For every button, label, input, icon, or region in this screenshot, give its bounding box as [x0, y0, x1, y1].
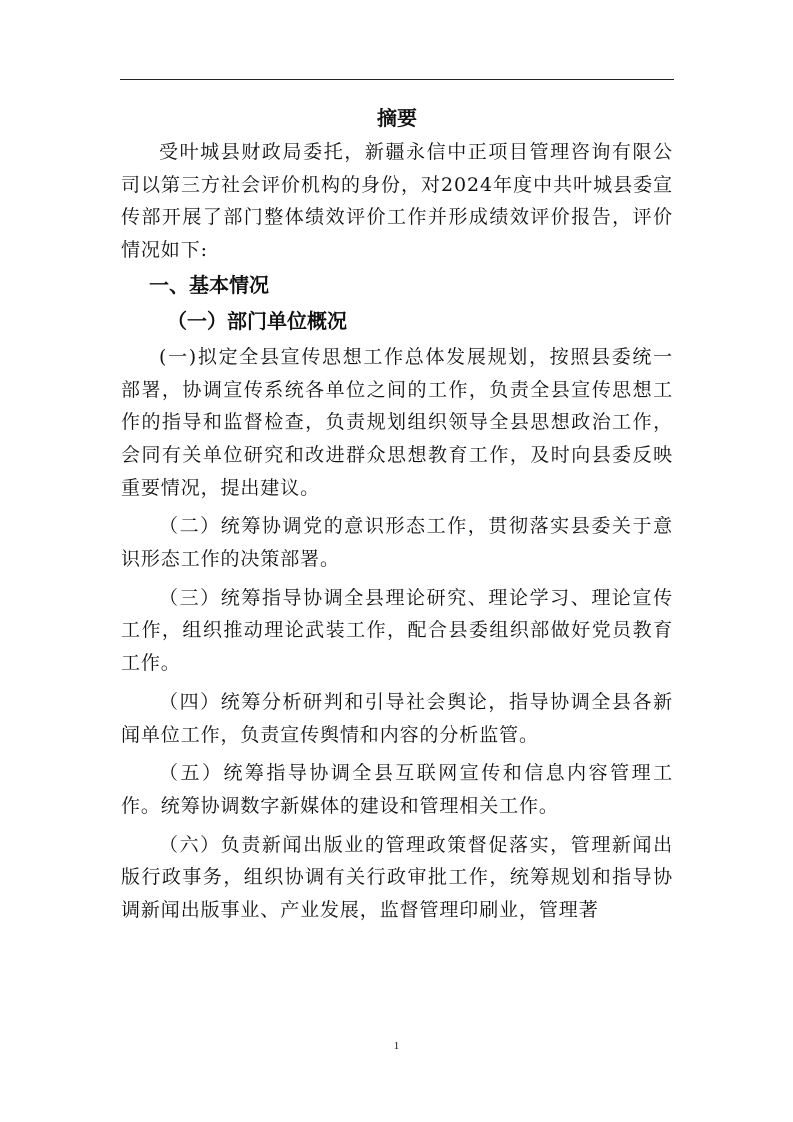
page-number: 1 — [393, 1040, 400, 1052]
duty-item-6: （六）负责新闻出版业的管理政策督促落实，管理新闻出版行政事务，组织协调有关行政审批工作，统筹规划和指导协调新闻出版事业、产业发展，监督管理印刷业，管理著 — [121, 833, 673, 922]
document-body — [121, 100, 673, 927]
duty-item-2: （二）统筹协调党的意识形态工作，贯彻落实县委关于意识形态工作的决策部署。 — [121, 515, 673, 571]
header-rule — [120, 79, 674, 80]
document-title: 摘要 — [377, 106, 417, 130]
duty-item-4: （四）统筹分析研判和引导社会舆论，指导协调全县各新闻单位工作，负责宣传舆情和内容的分析监管。 — [121, 690, 673, 746]
duty-item-3: （三）统筹指导协调全县理论研究、理论学习、理论宣传工作，组织推动理论武装工作，配合县委组织部做好党员教育工作。 — [121, 586, 673, 675]
subsection-heading-overview: （一）部门单位概况 — [167, 308, 347, 333]
duty-item-1: (一)拟定全县宣传思想工作总体发展规划，按照县委统一部署，协调宣传系统各单位之间的工作，负责全县宣传思想工作的指导和监督检查，负责规划组织领导全县思想政治工作，会同有关单位研究和改进群众思想教育工作，及时向县委反映重要情况，提出建议。 — [121, 345, 673, 499]
intro-paragraph: 受叶城县财政局委托，新疆永信中正项目管理咨询有限公司以第三方社会评价机构的身份，对2024年度中共叶城县委宣传部开展了部门整体绩效评价工作并形成绩效评价报告，评价情况如下: — [121, 141, 673, 262]
section-heading-basic-info: 一、基本情况 — [149, 272, 269, 297]
duty-item-5: （五）统筹指导协调全县互联网宣传和信息内容管理工作。统筹协调数字新媒体的建设和管理相关工作。 — [121, 762, 673, 817]
